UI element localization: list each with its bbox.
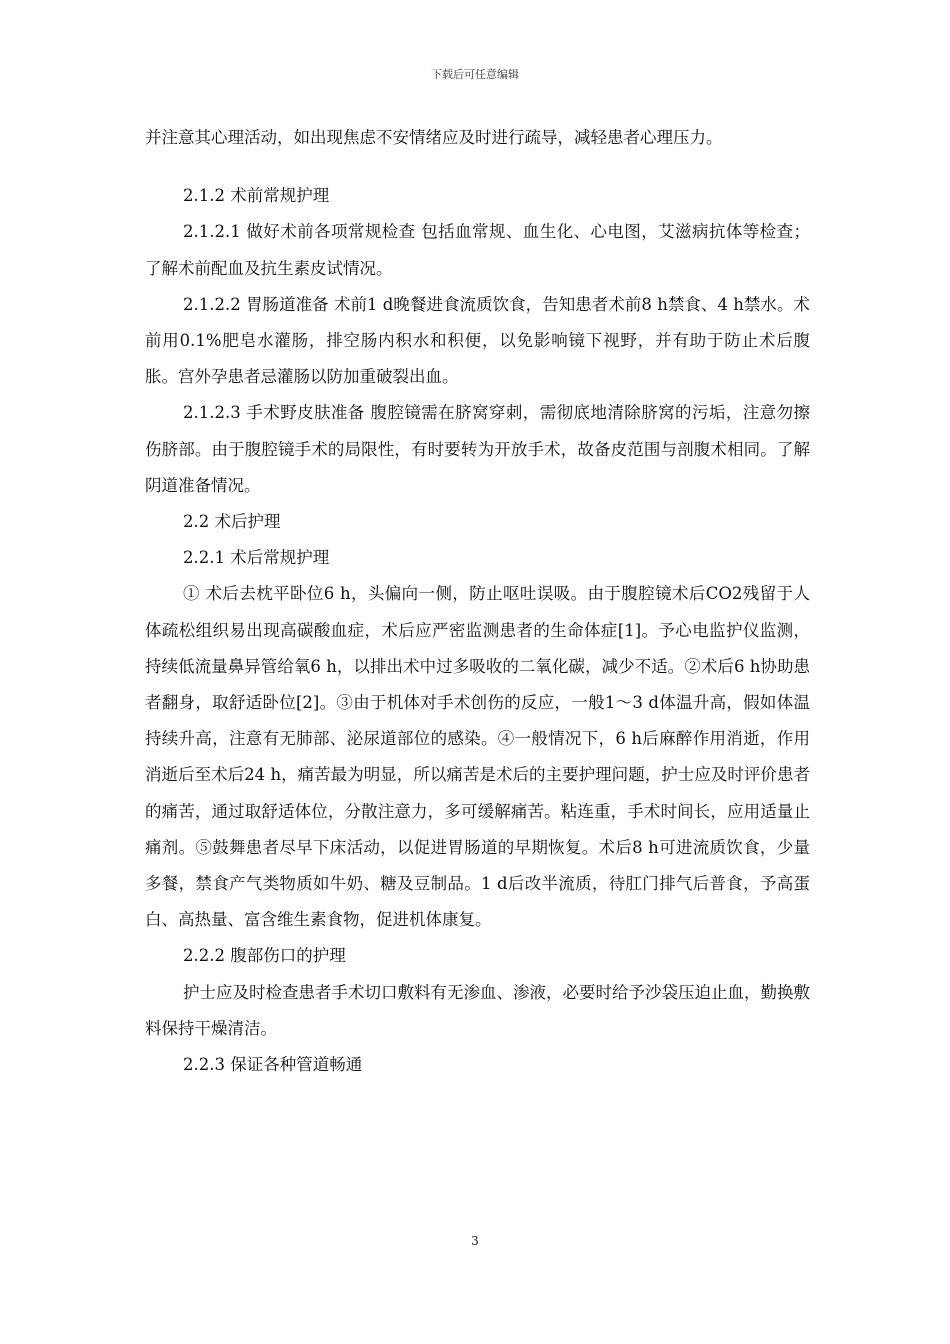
paragraph-spacer: [145, 156, 810, 178]
heading-2-1-2: 2.1.2 术前常规护理: [183, 186, 330, 206]
paragraph-2-1-2-2: 2.1.2.2 胃肠道准备 术前1 d晚餐进食流质饮食，告知患者术前8 h禁食、4 h禁水。术前用0.1%肥皂水灌肠，排空肠内积水和积便，以免影响镜下视野，并有助于防止术后腹胀。宫外孕患者忌灌肠以防加重破裂出血。: [145, 294, 810, 387]
paragraph-2-1-2-3: 2.1.2.3 手术野皮肤准备 腹腔镜需在脐窝穿刺，需彻底地清除脐窝的污垢，注意勿擦伤脐部。由于腹腔镜手术的局限性，有时要转为开放手术，故备皮范围与剖腹术相同。了解阴道准备情况。: [145, 403, 810, 495]
page-header: 下载后可任意编辑: [431, 68, 519, 81]
page-number: 3: [471, 1234, 479, 1248]
heading-2-2-1: 2.2.1 术后常规护理: [183, 548, 330, 568]
paragraph-wound-care: 护士应及时检查患者手术切口敷料有无渗血、渗液，必要时给予沙袋压迫止血，勤换敷料保持干燥清洁。: [145, 982, 810, 1038]
heading-2-2-3: 2.2.3 保证各种管道畅通: [183, 1055, 363, 1075]
paragraph-postop-routine: ① 术后去枕平卧位6 h，头偏向一侧，防止呕吐误吸。由于腹腔镜术后CO2残留于人体疏松组织易出现高碳酸血症，术后应严密监测患者的生命体症[1]。予心电监护仪监测，持续低流量鼻异管给氧6 h，以排出术中过多吸收的二氧化碳，减少不适。②术后6 h协助患者翻身，取舒适卧位[2]。③由于机体对手术创伤的反应，一般1～3 d体温升高，假如体温持续升高，注意有无肺部、泌尿道部位的感染。④一般情况下，6 h后麻醉作用消逝，作用消逝后至术后24 h，痛苦最为明显，所以痛苦是术后的主要护理问题，护士应及时评价患者的痛苦，通过取舒适体位，分散注意力，多可缓解痛苦。粘连重，手术时间长，应用适量止痛剂。⑤鼓舞患者尽早下床活动，以促进胃肠道的早期恢复。术后8 h可进流质饮食，少量多餐，禁食产气类物质如牛奶、糖及豆制品。1 d后改半流质，待肛门排气后普食，予高蛋白、高热量、富含维生素食物，促进机体康复。: [145, 584, 810, 930]
paragraph-2-1-2-1: 2.1.2.1 做好术前各项常规检查 包括血常规、血生化、心电图，艾滋病抗体等检查；了解术前配血及抗生素皮试情况。: [145, 222, 810, 278]
document-body: [145, 120, 810, 1083]
heading-2-2: 2.2 术后护理: [183, 512, 281, 532]
heading-2-2-2: 2.2.2 腹部伤口的护理: [183, 946, 346, 966]
paragraph-psych-care: 并注意其心理活动，如出现焦虑不安情绪应及时进行疏导，减轻患者心理压力。: [145, 128, 723, 147]
